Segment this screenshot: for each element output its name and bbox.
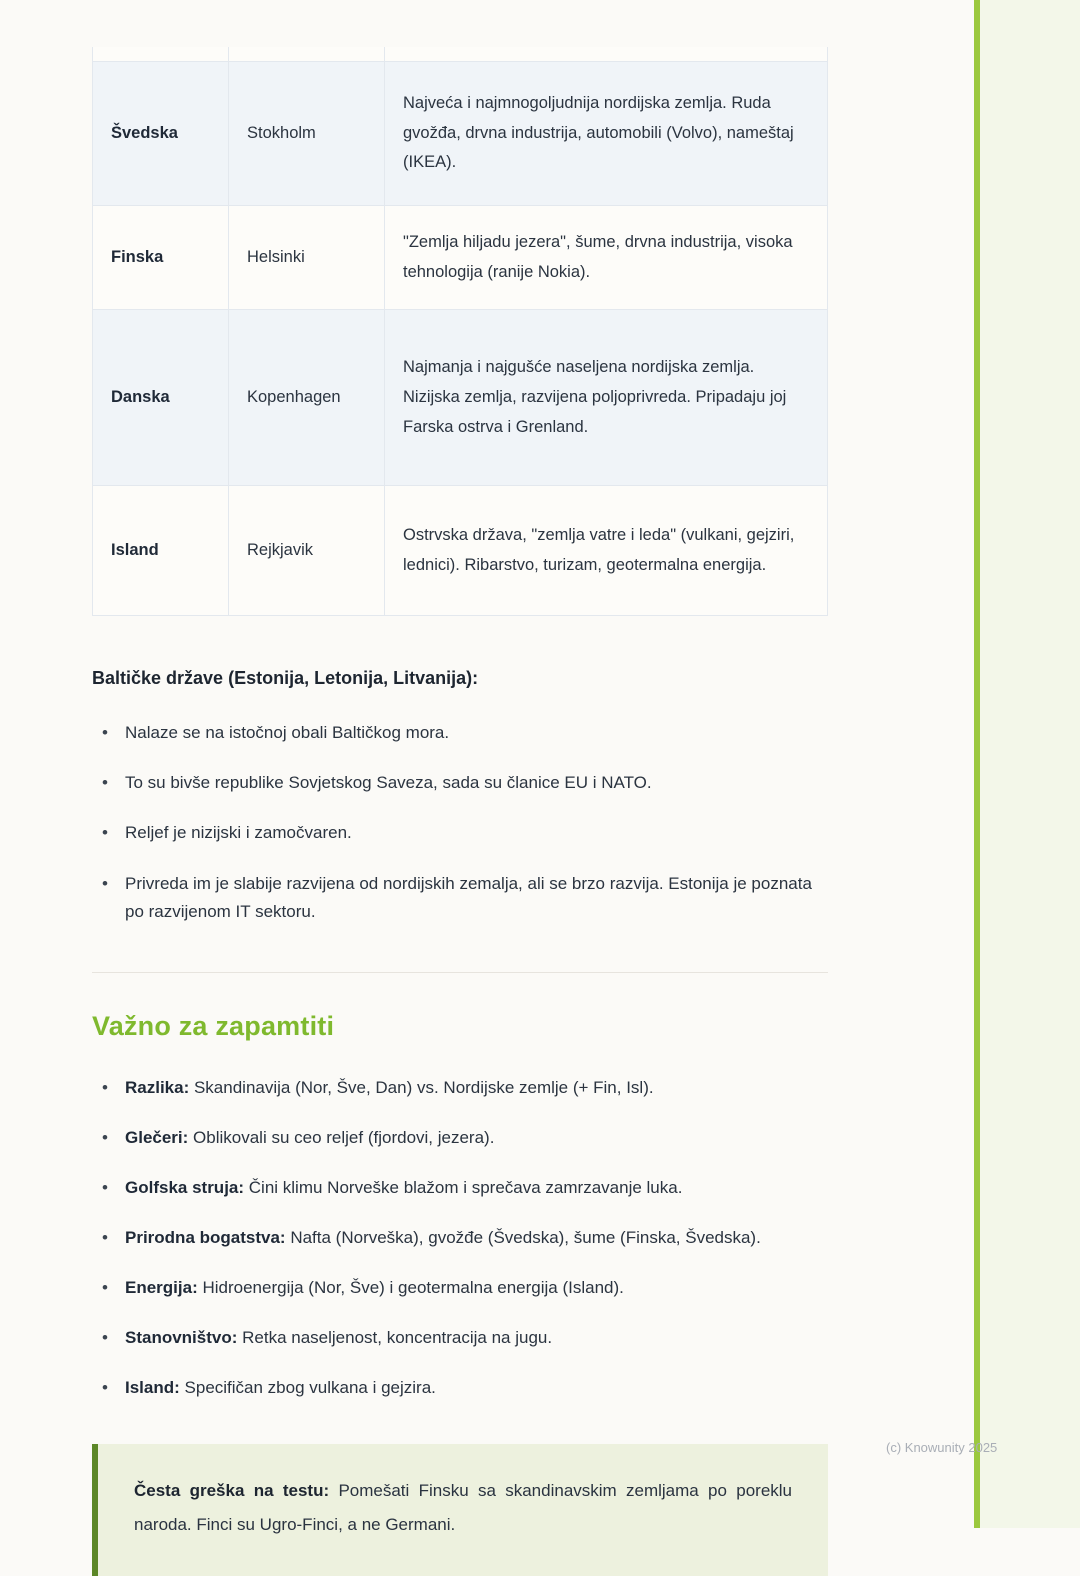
capital-name: Helsinki [228, 206, 384, 309]
item-label: Prirodna bogatstva: [125, 1227, 286, 1247]
item-text: Specifičan zbog vulkana i gejzira. [179, 1377, 436, 1397]
item-text: Hidroenergija (Nor, Šve) i geotermalna energija (Island). [197, 1277, 624, 1297]
list-item: • Privreda im je slabije razvijena od nordijskih zemalja, ali se brzo razvija. Estonija je poznata po razvijenom IT sektoru. [92, 870, 828, 926]
item-label: Stanovništvo: [125, 1327, 238, 1347]
list-item: • Reljef je nizijski i zamočvaren. [92, 819, 828, 847]
country-description: Najmanja i najgušće naseljena nordijska zemlja. Nizijska zemlja, razvijena poljoprivreda. Pripadaju joj Farska ostrva i Grenland. [384, 310, 827, 485]
callout-box [92, 1444, 828, 1576]
list-item: • To su bivše republike Sovjetskog Saveza, sada su članice EU i NATO. [92, 769, 828, 797]
table-row [93, 309, 827, 485]
item-text: Čini klimu Norveške blažom i sprečava zamrzavanje luka. [244, 1177, 683, 1197]
item-label: Glečeri: [125, 1127, 189, 1147]
green-accent-stripe [974, 0, 980, 1528]
item-label: Energija: [125, 1277, 198, 1297]
important-heading: Važno za zapamtiti [92, 1010, 335, 1041]
side-panel [980, 0, 1080, 1528]
country-description: Najveća i najmnogoljudnija nordijska zemlja. Ruda gvožđa, drvna industrija, automobili (Volvo), nameštaj (IKEA). [384, 62, 827, 205]
capital-name: Stokholm [228, 62, 384, 205]
country-name: Danska [111, 388, 170, 407]
country-name: Švedska [111, 123, 178, 142]
nordic-countries-table [92, 47, 828, 616]
list-item [92, 1374, 828, 1402]
baltic-states-list [92, 719, 828, 925]
item-label: Golfska struja: [125, 1177, 245, 1197]
watermark: (c) Knowunity 2025 [886, 1440, 998, 1455]
table-row [93, 205, 827, 309]
list-item [92, 1224, 828, 1252]
list-item [92, 1174, 828, 1202]
callout-label: Česta greška na testu: [134, 1480, 330, 1500]
country-name: Finska [111, 247, 164, 266]
item-text: Skandinavija (Nor, Šve, Dan) vs. Nordijske zemlje (+ Fin, Isl). [189, 1077, 654, 1097]
list-item [92, 1124, 828, 1152]
item-text: Nafta (Norveška), gvožđe (Švedska), šume (Finska, Švedska). [285, 1227, 761, 1247]
list-item: • Nalaze se na istočnoj obali Baltičkog mora. [92, 719, 828, 747]
table-row-cutoff [93, 47, 827, 61]
table-row [93, 61, 827, 205]
content-column [92, 0, 828, 1576]
capital-name: Rejkjavik [228, 486, 384, 615]
item-label: Island: [125, 1377, 180, 1397]
country-name: Island [111, 541, 159, 560]
item-text: Retka naseljenost, koncentracija na jugu. [237, 1327, 553, 1347]
item-label: Razlika: [125, 1077, 190, 1097]
list-item [92, 1074, 828, 1102]
item-text: Oblikovali su ceo reljef (fjordovi, jezera). [188, 1127, 495, 1147]
country-description: Ostrvska država, "zemlja vatre i leda" (vulkani, gejziri, lednici). Ribarstvo, turizam, geotermalna energija. [384, 486, 827, 615]
list-item [92, 1274, 828, 1302]
important-list [92, 1074, 828, 1402]
section-divider [92, 972, 828, 973]
table-row [93, 485, 827, 615]
callout-text: Pomešati Finsku sa skandinavskim zemljama po poreklu naroda. Finci su Ugro-Finci, a ne Germani. [134, 1480, 793, 1534]
country-description: "Zemlja hiljadu jezera", šume, drvna industrija, visoka tehnologija (ranije Nokia). [384, 206, 827, 309]
list-item [92, 1324, 828, 1352]
capital-name: Kopenhagen [228, 310, 384, 485]
baltic-states-heading: Baltičke države (Estonija, Letonija, Litvanija): [92, 668, 479, 689]
